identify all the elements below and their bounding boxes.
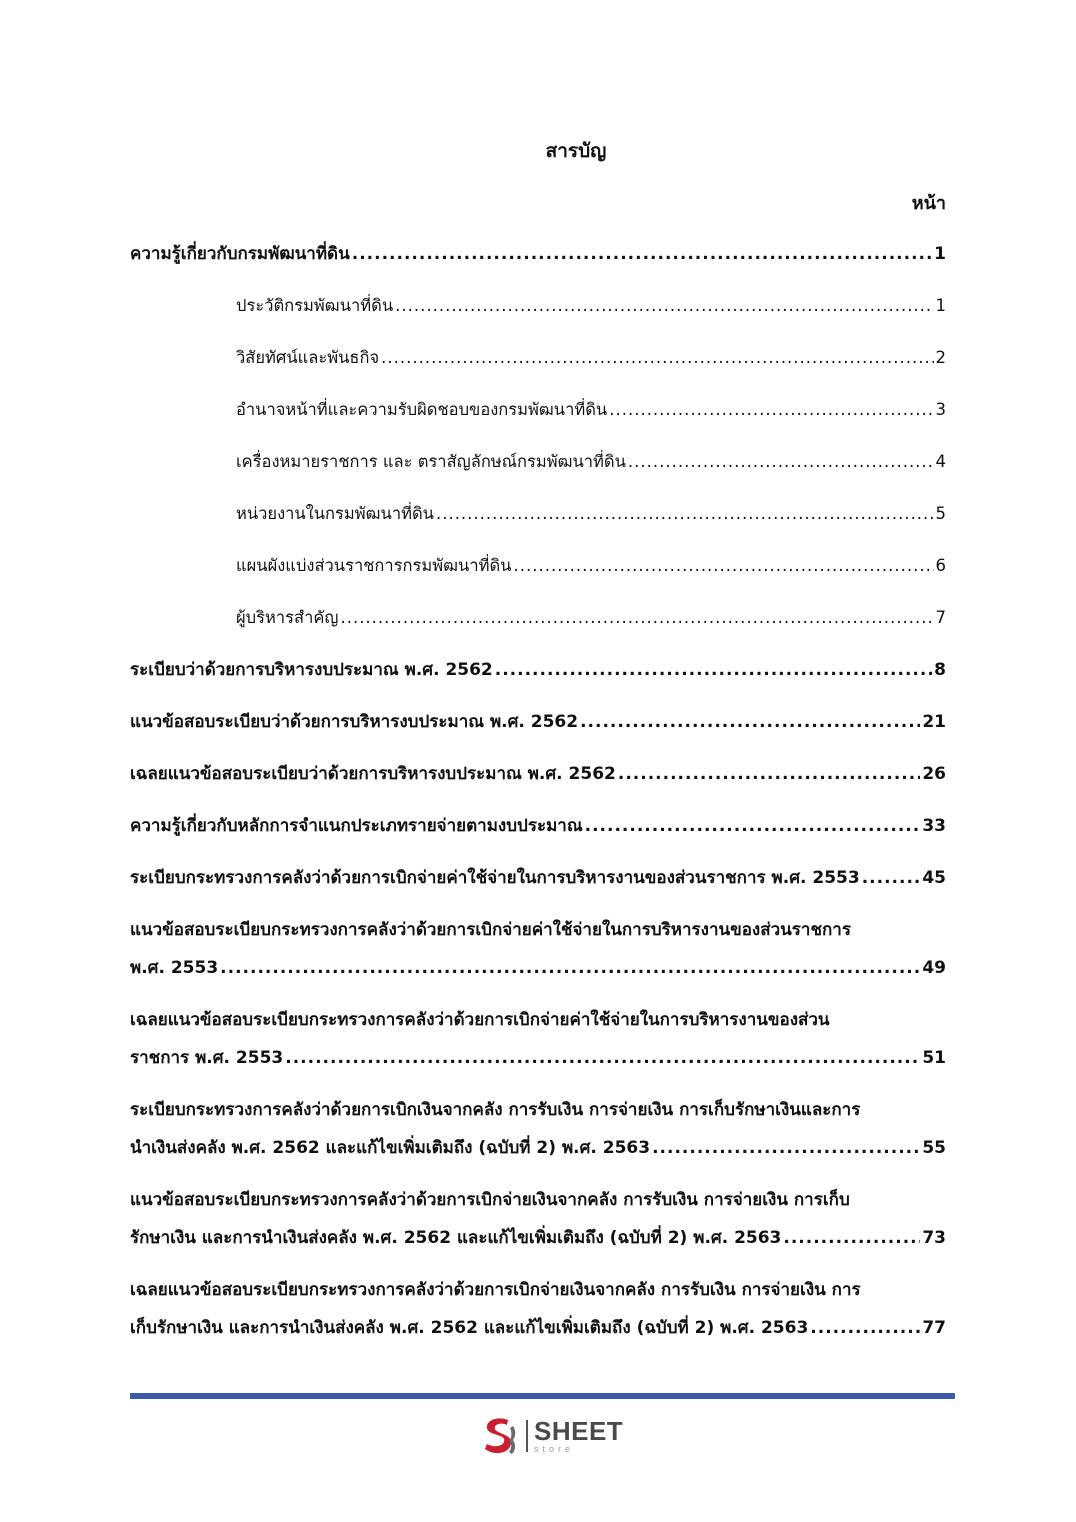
toc-entry-page: 1 <box>934 244 946 264</box>
toc-entry[interactable] <box>130 814 946 838</box>
dot-leader <box>220 956 920 980</box>
toc-subentry[interactable] <box>130 450 946 474</box>
toc-entry[interactable] <box>130 1008 946 1070</box>
toc-entry-page: 1 <box>935 296 946 315</box>
toc-entry-title: แผนผังแบ่งส่วนราชการกรมพัฒนาที่ดิน <box>236 556 512 575</box>
toc-entry[interactable] <box>130 866 946 890</box>
toc-subentry[interactable] <box>130 398 946 422</box>
toc-entry-title-line1: ระเบียบกระทรวงการคลังว่าด้วยการเบิกเงินจากคลัง การรับเงิน การจ่ายเงิน การเก็บรักษาเงินและการ <box>130 1100 861 1120</box>
dot-leader <box>495 658 932 682</box>
toc-entry-title-line1: เฉลยแนวข้อสอบระเบียบกระทรวงการคลังว่าด้วยการเบิกจ่ายเงินจากคลัง การรับเงิน การจ่ายเงิน การ <box>130 1280 861 1300</box>
dot-leader <box>585 814 921 838</box>
table-of-contents <box>130 228 946 1340</box>
toc-entry-title-line1: แนวข้อสอบระเบียบกระทรวงการคลังว่าด้วยการเบิกจ่ายค่าใช้จ่ายในการบริหารงานของส่วนราชการ <box>130 920 851 940</box>
toc-entry-page: 49 <box>922 958 946 978</box>
toc-entry-title: วิสัยทัศน์และพันธกิจ <box>236 348 380 367</box>
dot-leader <box>285 1046 920 1070</box>
toc-subentry[interactable] <box>130 554 946 578</box>
dot-leader <box>628 450 934 474</box>
toc-entry-title: ประวัติกรมพัฒนาที่ดิน <box>236 296 394 315</box>
toc-entry-title: เครื่องหมายราชการ และ ตราสัญลักษณ์กรมพัฒนาที่ดิน <box>236 452 626 471</box>
dot-leader <box>609 398 933 422</box>
toc-entry-title: ความรู้เกี่ยวกับหลักการจำแนกประเภทรายจ่ายตามงบประมาณ <box>130 816 583 836</box>
toc-subentry[interactable] <box>130 294 946 318</box>
toc-entry-title-line1: แนวข้อสอบระเบียบกระทรวงการคลังว่าด้วยการเบิกจ่ายเงินจากคลัง การรับเงิน การจ่ายเงิน การเก็บ <box>130 1190 850 1210</box>
toc-entry-page: 45 <box>922 868 946 888</box>
toc-entry-title: ระเบียบกระทรวงการคลังว่าด้วยการเบิกจ่ายค่าใช้จ่ายในการบริหารงานของส่วนราชการ พ.ศ. 2553 <box>130 868 860 888</box>
dot-leader <box>810 1316 920 1340</box>
toc-entry-title: อำนาจหน้าที่และความรับผิดชอบของกรมพัฒนาที่ดิน <box>236 400 608 419</box>
toc-subentry[interactable] <box>130 606 946 630</box>
sheet-store-logo <box>478 1414 623 1458</box>
page-column-header: หน้า <box>911 193 946 214</box>
toc-entry[interactable] <box>130 710 946 734</box>
toc-entry[interactable] <box>130 1098 946 1160</box>
toc-entry-title-line1: เฉลยแนวข้อสอบระเบียบกระทรวงการคลังว่าด้วยการเบิกจ่ายค่าใช้จ่ายในการบริหารงานของส่วน <box>130 1010 830 1030</box>
toc-entry[interactable] <box>130 658 946 682</box>
toc-entry-title: หน่วยงานในกรมพัฒนาที่ดิน <box>236 504 434 523</box>
toc-entry-page: 55 <box>922 1138 946 1158</box>
sheet-store-logo-icon <box>478 1414 522 1458</box>
toc-entry-page: 3 <box>935 400 946 419</box>
toc-entry-title-line2: พ.ศ. 2553 <box>130 958 219 978</box>
toc-entry-page: 77 <box>922 1318 946 1338</box>
toc-entry-page: 4 <box>935 452 946 471</box>
dot-leader <box>652 1136 920 1160</box>
toc-entry-title-line2: รักษาเงิน และการนำเงินส่งคลัง พ.ศ. 2562 และแก้ไขเพิ่มเติมถึง (ฉบับที่ 2) พ.ศ. 2563 <box>130 1228 782 1248</box>
toc-entry-title-line2: เก็บรักษาเงิน และการนำเงินส่งคลัง พ.ศ. 2562 และแก้ไขเพิ่มเติมถึง (ฉบับที่ 2) พ.ศ. 2563 <box>130 1318 809 1338</box>
toc-entry-page: 33 <box>922 816 946 836</box>
dot-leader <box>340 606 933 630</box>
toc-entry[interactable] <box>130 1188 946 1250</box>
dot-leader <box>381 346 933 370</box>
logo-divider <box>526 1420 528 1452</box>
toc-entry-page: 21 <box>922 712 946 732</box>
toc-entry-page: 7 <box>935 608 946 627</box>
dot-leader <box>580 710 920 734</box>
toc-entry-page: 2 <box>935 348 946 367</box>
toc-entry-title: ผู้บริหารสำคัญ <box>236 608 339 627</box>
toc-entry-page: 26 <box>922 764 946 784</box>
toc-entry-page: 5 <box>935 504 946 523</box>
page-title: สารบัญ <box>545 140 607 162</box>
toc-subentry[interactable] <box>130 346 946 370</box>
footer-rule <box>130 1393 955 1399</box>
logo-subword: store <box>534 1444 575 1454</box>
toc-subentry[interactable] <box>130 502 946 526</box>
toc-entry[interactable] <box>130 242 946 266</box>
toc-entry-title: ระเบียบว่าด้วยการบริหารงบประมาณ พ.ศ. 2562 <box>130 660 493 680</box>
dot-leader <box>436 502 934 526</box>
toc-entry-title: เฉลยแนวข้อสอบระเบียบว่าด้วยการบริหารงบประมาณ พ.ศ. 2562 <box>130 764 616 784</box>
toc-entry-page: 6 <box>935 556 946 575</box>
toc-entry-title: แนวข้อสอบระเบียบว่าด้วยการบริหารงบประมาณ พ.ศ. 2562 <box>130 712 579 732</box>
toc-entry[interactable] <box>130 918 946 980</box>
dot-leader <box>513 554 933 578</box>
toc-entry-title-line2: ราชการ พ.ศ. 2553 <box>130 1048 284 1068</box>
toc-entry-page: 51 <box>922 1048 946 1068</box>
dot-leader <box>395 294 933 318</box>
toc-entry-page: 73 <box>922 1228 946 1248</box>
dot-leader <box>618 762 920 786</box>
dot-leader <box>862 866 921 890</box>
toc-entry[interactable] <box>130 1278 946 1340</box>
toc-entry-title-line2: นำเงินส่งคลัง พ.ศ. 2562 และแก้ไขเพิ่มเติมถึง (ฉบับที่ 2) พ.ศ. 2563 <box>130 1138 651 1158</box>
toc-entry[interactable] <box>130 762 946 786</box>
logo-word: SHEET <box>534 1416 624 1446</box>
dot-leader <box>352 242 932 266</box>
toc-entry-page: 8 <box>934 660 946 680</box>
dot-leader <box>783 1226 920 1250</box>
logo-wordmark <box>534 1418 623 1454</box>
toc-entry-title: ความรู้เกี่ยวกับกรมพัฒนาที่ดิน <box>130 244 350 264</box>
